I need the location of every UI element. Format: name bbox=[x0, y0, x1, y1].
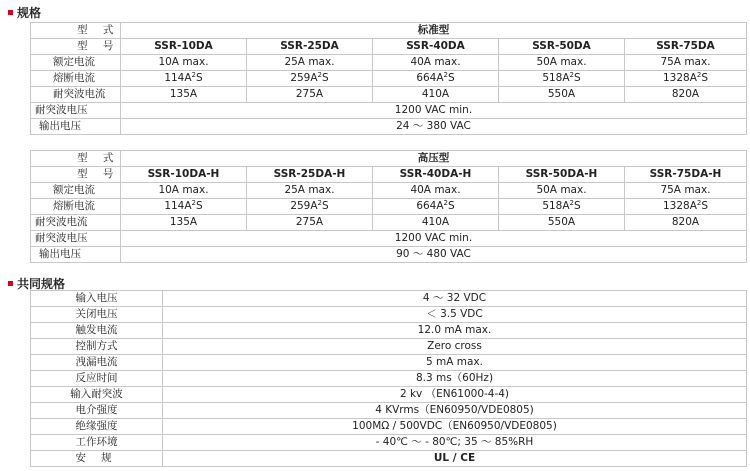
value-cell: 10A max. bbox=[121, 55, 247, 71]
table-row bbox=[31, 39, 747, 55]
common-spec-table bbox=[30, 290, 747, 467]
value-cell: 25A max. bbox=[247, 55, 373, 71]
spec-label: 工作环境 bbox=[31, 435, 163, 451]
table-row bbox=[31, 119, 747, 135]
fuse-current-label: 熔断电流 bbox=[31, 71, 121, 87]
value-cell: $518A^2S$ bbox=[499, 71, 625, 87]
spec-section-title: 规格 bbox=[8, 4, 41, 21]
value-cell: 275A bbox=[247, 87, 373, 103]
model-cell: SSR-75DA-H bbox=[625, 167, 747, 183]
type-high-voltage: 高压型 bbox=[121, 151, 747, 167]
type-standard: 标准型 bbox=[121, 23, 747, 39]
table-row bbox=[31, 103, 747, 119]
spec-label: 控制方式 bbox=[31, 339, 163, 355]
table-row bbox=[31, 55, 747, 71]
value-cell: 550A bbox=[499, 87, 625, 103]
spec-value: 8.3 ms（60Hz) bbox=[163, 371, 747, 387]
red-square-icon bbox=[8, 281, 13, 286]
surge-current-label: 耐突波电流 bbox=[31, 87, 121, 103]
spec-value: 4 ～ 32 VDC bbox=[163, 291, 747, 307]
type-label: 型 式 bbox=[31, 23, 121, 39]
value-cell: 410A bbox=[373, 215, 499, 231]
value-cell: $664A^2S$ bbox=[373, 71, 499, 87]
rated-current-label: 额定电流 bbox=[31, 55, 121, 71]
value-cell: 820A bbox=[625, 87, 747, 103]
spec-value: 12.0 mA max. bbox=[163, 323, 747, 339]
table-row bbox=[31, 231, 747, 247]
spec-value: 100MΩ / 500VDC（EN60950/VDE0805) bbox=[163, 419, 747, 435]
value-cell: 135A bbox=[121, 87, 247, 103]
spec-label: 关闭电压 bbox=[31, 307, 163, 323]
value-cell: 275A bbox=[247, 215, 373, 231]
table-row bbox=[31, 291, 747, 307]
red-square-icon bbox=[8, 10, 13, 15]
common-section-title: 共同规格 bbox=[8, 275, 65, 292]
value-cell: $114A^2S$ bbox=[121, 199, 247, 215]
table-row bbox=[31, 71, 747, 87]
value-cell: 50A max. bbox=[499, 55, 625, 71]
table-row bbox=[31, 339, 747, 355]
output-voltage-label: 输出电压 bbox=[31, 119, 121, 135]
spec-value: 4 KVrms（EN60950/VDE0805) bbox=[163, 403, 747, 419]
value-cell: 25A max. bbox=[247, 183, 373, 199]
value-cell: 24 ～ 380 VAC bbox=[121, 119, 747, 135]
model-cell: SSR-40DA bbox=[373, 39, 499, 55]
model-cell: SSR-50DA bbox=[499, 39, 625, 55]
table-row bbox=[31, 403, 747, 419]
table-row bbox=[31, 307, 747, 323]
value-cell: 75A max. bbox=[625, 183, 747, 199]
value-cell: 820A bbox=[625, 215, 747, 231]
value-cell: 40A max. bbox=[373, 183, 499, 199]
spec-label: 反应时间 bbox=[31, 371, 163, 387]
table-row bbox=[31, 371, 747, 387]
high-voltage-type-table bbox=[30, 150, 747, 263]
spec-value: Zero cross bbox=[163, 339, 747, 355]
output-voltage-label: 输出电压 bbox=[31, 247, 121, 263]
value-cell: $259A^2S$ bbox=[247, 71, 373, 87]
spec-value: - 40℃ ～ - 80℃; 35 ～ 85%RH bbox=[163, 435, 747, 451]
fuse-current-label: 熔断电流 bbox=[31, 199, 121, 215]
model-label: 型 号 bbox=[31, 39, 121, 55]
table-row bbox=[31, 435, 747, 451]
surge-voltage-label: 耐突波电压 bbox=[31, 231, 121, 247]
table-row bbox=[31, 215, 747, 231]
spec-label: 洩漏电流 bbox=[31, 355, 163, 371]
spec-value: UL / CE bbox=[163, 451, 747, 467]
value-cell: 1200 VAC min. bbox=[121, 231, 747, 247]
table-row bbox=[31, 199, 747, 215]
model-cell: SSR-75DA bbox=[625, 39, 747, 55]
table-row bbox=[31, 323, 747, 339]
spec-value: 5 mA max. bbox=[163, 355, 747, 371]
spec-label: 绝缘强度 bbox=[31, 419, 163, 435]
value-cell: 75A max. bbox=[625, 55, 747, 71]
spec-label: 安 规 bbox=[31, 451, 163, 467]
table-row bbox=[31, 87, 747, 103]
table-row bbox=[31, 419, 747, 435]
spec-value: ＜ 3.5 VDC bbox=[163, 307, 747, 323]
rated-current-label: 额定电流 bbox=[31, 183, 121, 199]
value-cell: 50A max. bbox=[499, 183, 625, 199]
model-label: 型 号 bbox=[31, 167, 121, 183]
model-cell: SSR-50DA-H bbox=[499, 167, 625, 183]
value-cell: 90 ～ 480 VAC bbox=[121, 247, 747, 263]
model-cell: SSR-10DA-H bbox=[121, 167, 247, 183]
value-cell: $1328A^2S$ bbox=[625, 71, 747, 87]
table-row bbox=[31, 247, 747, 263]
value-cell: $1328A^2S$ bbox=[625, 199, 747, 215]
value-cell: 1200 VAC min. bbox=[121, 103, 747, 119]
model-cell: SSR-25DA-H bbox=[247, 167, 373, 183]
value-cell: $664A^2S$ bbox=[373, 199, 499, 215]
table-row bbox=[31, 451, 747, 467]
type-label: 型 式 bbox=[31, 151, 121, 167]
model-cell: SSR-40DA-H bbox=[373, 167, 499, 183]
value-cell: $518A^2S$ bbox=[499, 199, 625, 215]
model-cell: SSR-10DA bbox=[121, 39, 247, 55]
value-cell: 40A max. bbox=[373, 55, 499, 71]
surge-voltage-label: 耐突波电压 bbox=[31, 103, 121, 119]
table-row bbox=[31, 387, 747, 403]
table-row bbox=[31, 355, 747, 371]
spec-label: 输入耐突波 bbox=[31, 387, 163, 403]
model-cell: SSR-25DA bbox=[247, 39, 373, 55]
table-row bbox=[31, 183, 747, 199]
surge-current-label: 耐突波电流 bbox=[31, 215, 121, 231]
spec-label: 触发电流 bbox=[31, 323, 163, 339]
value-cell: $259A^2S$ bbox=[247, 199, 373, 215]
table-row bbox=[31, 167, 747, 183]
value-cell: $114A^2S$ bbox=[121, 71, 247, 87]
value-cell: 10A max. bbox=[121, 183, 247, 199]
value-cell: 135A bbox=[121, 215, 247, 231]
value-cell: 550A bbox=[499, 215, 625, 231]
spec-label: 电介强度 bbox=[31, 403, 163, 419]
spec-label: 输入电压 bbox=[31, 291, 163, 307]
standard-type-table bbox=[30, 22, 747, 135]
value-cell: 410A bbox=[373, 87, 499, 103]
spec-value: 2 kv （EN61000-4-4) bbox=[163, 387, 747, 403]
